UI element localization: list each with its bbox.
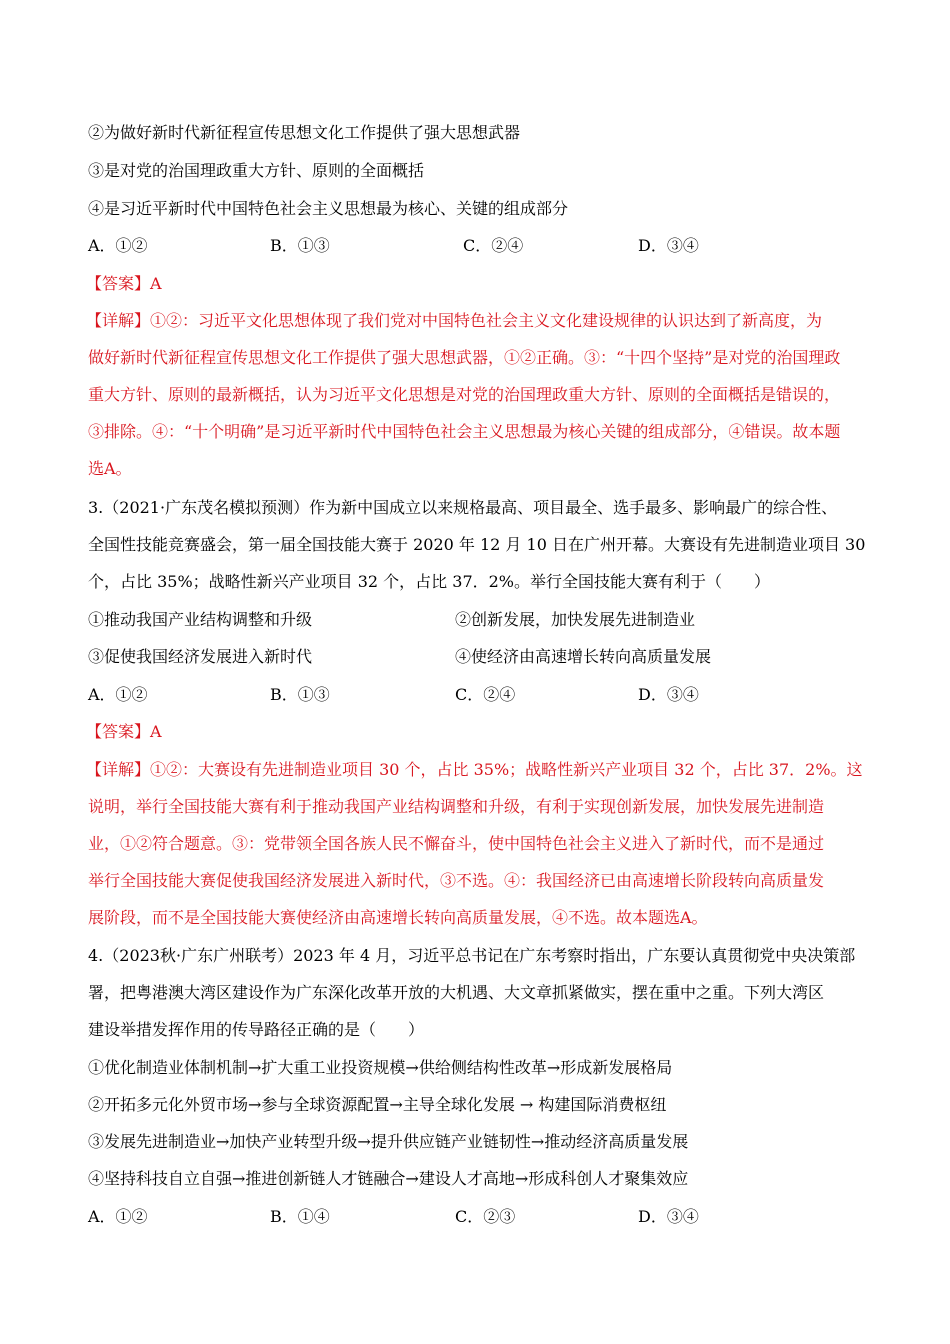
q4-option-b: B．①④	[270, 1207, 330, 1226]
q2-option-d: D．③④	[638, 236, 699, 255]
q3-stem-line-2: 全国性技能竞赛盛会，第一届全国技能大赛于 2020 年 12 月 10 日在广州开幕。大赛设有先进制造业项目 30	[88, 535, 866, 554]
q2-answer: 【答案】A	[86, 274, 162, 293]
q2-option-a: A．①②	[88, 236, 148, 255]
q3-stem-line-1: 3.（2021·广东茂名模拟预测）作为新中国成立以来规格最高、项目最全、选手最多、影响最广的综合性、	[88, 498, 838, 517]
q2-explanation-line-5: 选A。	[88, 459, 132, 478]
q3-answer: 【答案】A	[86, 722, 162, 741]
q2-item-3: ③是对党的治国理政重大方针、原则的全面概括	[88, 161, 425, 180]
q4-item-3: ③发展先进制造业→加快产业转型升级→提升供应链产业链韧性→推动经济高质量发展	[88, 1132, 689, 1151]
q4-option-d: D．③④	[638, 1207, 699, 1226]
q3-item-4: ④使经济由高速增长转向高质量发展	[455, 647, 712, 666]
q3-item-1: ①推动我国产业结构调整和升级	[88, 610, 313, 629]
q3-option-c: C．②④	[455, 685, 516, 704]
q3-explanation-line-4: 举行全国技能大赛促使我国经济发展进入新时代，③不选。④：我国经济已由高速增长阶段转向高质量发	[88, 871, 825, 890]
q4-option-a: A．①②	[88, 1207, 148, 1226]
q4-stem-line-1: 4.（2023秋·广东广州联考）2023 年 4 月，习近平总书记在广东考察时指出，广东要认真贯彻党中央决策部	[88, 946, 856, 965]
q2-explanation-line-1: 【详解】①②：习近平文化思想体现了我们党对中国特色社会主义文化建设规律的认识达到了新高度，为	[86, 311, 823, 330]
q2-explanation-line-3: 重大方针、原则的最新概括，认为习近平文化思想是对党的治国理政重大方针、原则的全面概括是错误的，	[88, 385, 841, 404]
q3-explanation-line-2: 说明，举行全国技能大赛有利于推动我国产业结构调整和升级，有利于实现创新发展，加快发展先进制造	[88, 797, 825, 816]
q2-item-4: ④是习近平新时代中国特色社会主义思想最为核心、关键的组成部分	[88, 199, 569, 218]
q4-stem-line-3: 建设举措发挥作用的传导路径正确的是（ ）	[88, 1020, 425, 1039]
q3-item-3: ③促使我国经济发展进入新时代	[88, 647, 313, 666]
q2-option-b: B．①③	[270, 236, 330, 255]
q3-explanation-line-3: 业，①②符合题意。③：党带领全国各族人民不懈奋斗，使中国特色社会主义进入了新时代，而不是通过	[88, 834, 825, 853]
q4-option-c: C．②③	[455, 1207, 516, 1226]
q4-item-2: ②开拓多元化外贸市场→参与全球资源配置→主导全球化发展 → 构建国际消费枢纽	[88, 1095, 667, 1114]
q3-option-a: A．①②	[88, 685, 148, 704]
q2-option-c: C．②④	[463, 236, 524, 255]
q4-stem-line-2: 署，把粤港澳大湾区建设作为广东深化改革开放的大机遇、大文章抓紧做实，摆在重中之重。下列大湾区	[88, 983, 825, 1002]
q2-explanation-line-4: ③排除。④：“十个明确”是习近平新时代中国特色社会主义思想最为核心关键的组成部分，④错误。故本题	[88, 422, 841, 441]
q4-item-4: ④坚持科技自立自强→推进创新链人才链融合→建设人才高地→形成科创人才聚集效应	[88, 1169, 689, 1188]
q3-explanation-line-1: 【详解】①②：大赛设有先进制造业项目 30 个，占比 35%；战略性新兴产业项目 32 个，占比 37．2%。这	[86, 760, 863, 779]
q2-item-2: ②为做好新时代新征程宣传思想文化工作提供了强大思想武器	[88, 123, 521, 142]
q4-item-1: ①优化制造业体制机制→扩大重工业投资规模→供给侧结构性改革→形成新发展格局	[88, 1058, 673, 1077]
q3-explanation-line-5: 展阶段，而不是全国技能大赛使经济由高速增长转向高质量发展，④不选。故本题选A。	[88, 908, 708, 927]
q3-stem-line-3: 个，占比 35%；战略性新兴产业项目 32 个，占比 37．2%。举行全国技能大赛有利于（ ）	[88, 572, 771, 591]
q3-option-b: B．①③	[270, 685, 330, 704]
q2-explanation-line-2: 做好新时代新征程宣传思想文化工作提供了强大思想武器，①②正确。③：“十四个坚持”是对党的治国理政	[88, 348, 841, 367]
q3-option-d: D．③④	[638, 685, 699, 704]
q3-item-2: ②创新发展，加快发展先进制造业	[455, 610, 696, 629]
